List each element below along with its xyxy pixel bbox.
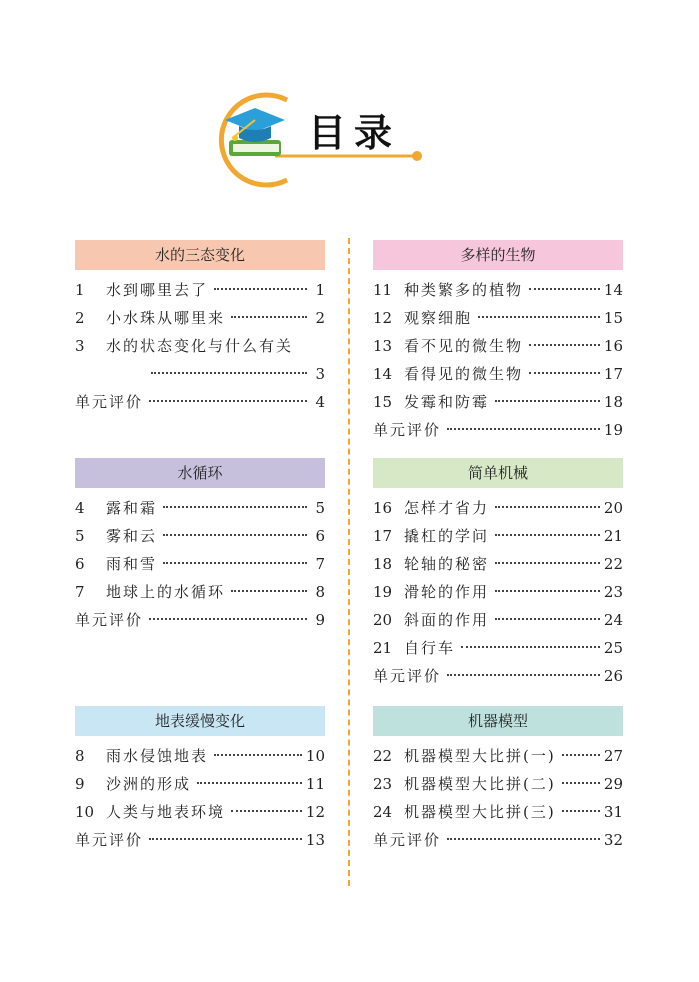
toc-entry[interactable]: 7 地球上的水循环 8 — [75, 583, 325, 601]
section-diverse-life — [373, 240, 623, 444]
toc-entry[interactable]: 20 斜面的作用 24 — [373, 611, 623, 629]
toc-entry-unit-review[interactable]: 单元评价 19 — [373, 421, 623, 439]
section-header: 机器模型 — [373, 706, 623, 736]
toc-entry-unit-review[interactable]: 单元评价 32 — [373, 831, 623, 849]
section-machine-models — [373, 706, 623, 854]
section-header: 水循环 — [75, 458, 325, 488]
toc-entry[interactable]: 11 种类繁多的植物 14 — [373, 281, 623, 299]
toc-entry[interactable]: 22 机器模型大比拼(一) 27 — [373, 747, 623, 765]
toc-entry[interactable]: 17 撬杠的学问 21 — [373, 527, 623, 545]
section-header: 地表缓慢变化 — [75, 706, 325, 736]
toc-entry-unit-review[interactable]: 单元评价 9 — [75, 611, 325, 629]
toc-entry[interactable]: 19 滑轮的作用 23 — [373, 583, 623, 601]
toc-entry[interactable]: 10 人类与地表环境 12 — [75, 803, 325, 821]
section-surface-change — [75, 706, 325, 854]
toc-entry[interactable]: 9 沙洲的形成 11 — [75, 775, 325, 793]
toc-entry-continued[interactable]: 3 — [75, 360, 325, 388]
toc-entry[interactable]: 5 雾和云 6 — [75, 527, 325, 545]
section-water-states — [75, 240, 325, 416]
toc-entry[interactable]: 1 水到哪里去了 1 — [75, 281, 325, 299]
section-header: 简单机械 — [373, 458, 623, 488]
toc-entry-unit-review[interactable]: 单元评价 26 — [373, 667, 623, 685]
toc-entry[interactable]: 4 露和霜 5 — [75, 499, 325, 517]
toc-entry[interactable]: 14 看得见的微生物 17 — [373, 365, 623, 383]
toc-entry[interactable]: 16 怎样才省力 20 — [373, 499, 623, 517]
section-simple-machines — [373, 458, 623, 690]
toc-entry[interactable]: 12 观察细胞 15 — [373, 309, 623, 327]
toc-entry[interactable]: 2 小水珠从哪里来 2 — [75, 309, 325, 327]
toc-entry[interactable]: 8 雨水侵蚀地表 10 — [75, 747, 325, 765]
toc-entry[interactable]: 24 机器模型大比拼(三) 31 — [373, 803, 623, 821]
section-water-cycle — [75, 458, 325, 634]
toc-entry-unit-review[interactable]: 单元评价 4 — [75, 393, 325, 411]
toc-entry[interactable]: 15 发霉和防霉 18 — [373, 393, 623, 411]
toc-entry[interactable]: 18 轮轴的秘密 22 — [373, 555, 623, 573]
toc-entry[interactable]: 6 雨和雪 7 — [75, 555, 325, 573]
section-header: 多样的生物 — [373, 240, 623, 270]
graduation-cap-icon — [225, 108, 285, 142]
book-icon — [229, 140, 281, 156]
toc-entry[interactable]: 3 水的状态变化与什么有关 — [75, 337, 294, 355]
section-header: 水的三态变化 — [75, 240, 325, 270]
toc-entry-unit-review[interactable]: 单元评价 13 — [75, 831, 325, 849]
column-divider — [348, 238, 350, 886]
toc-entry[interactable]: 21 自行车 25 — [373, 639, 623, 657]
page-title: 目录 — [308, 111, 401, 155]
toc-entry[interactable]: 23 机器模型大比拼(二) 29 — [373, 775, 623, 793]
toc-entry[interactable]: 13 看不见的微生物 16 — [373, 337, 623, 355]
